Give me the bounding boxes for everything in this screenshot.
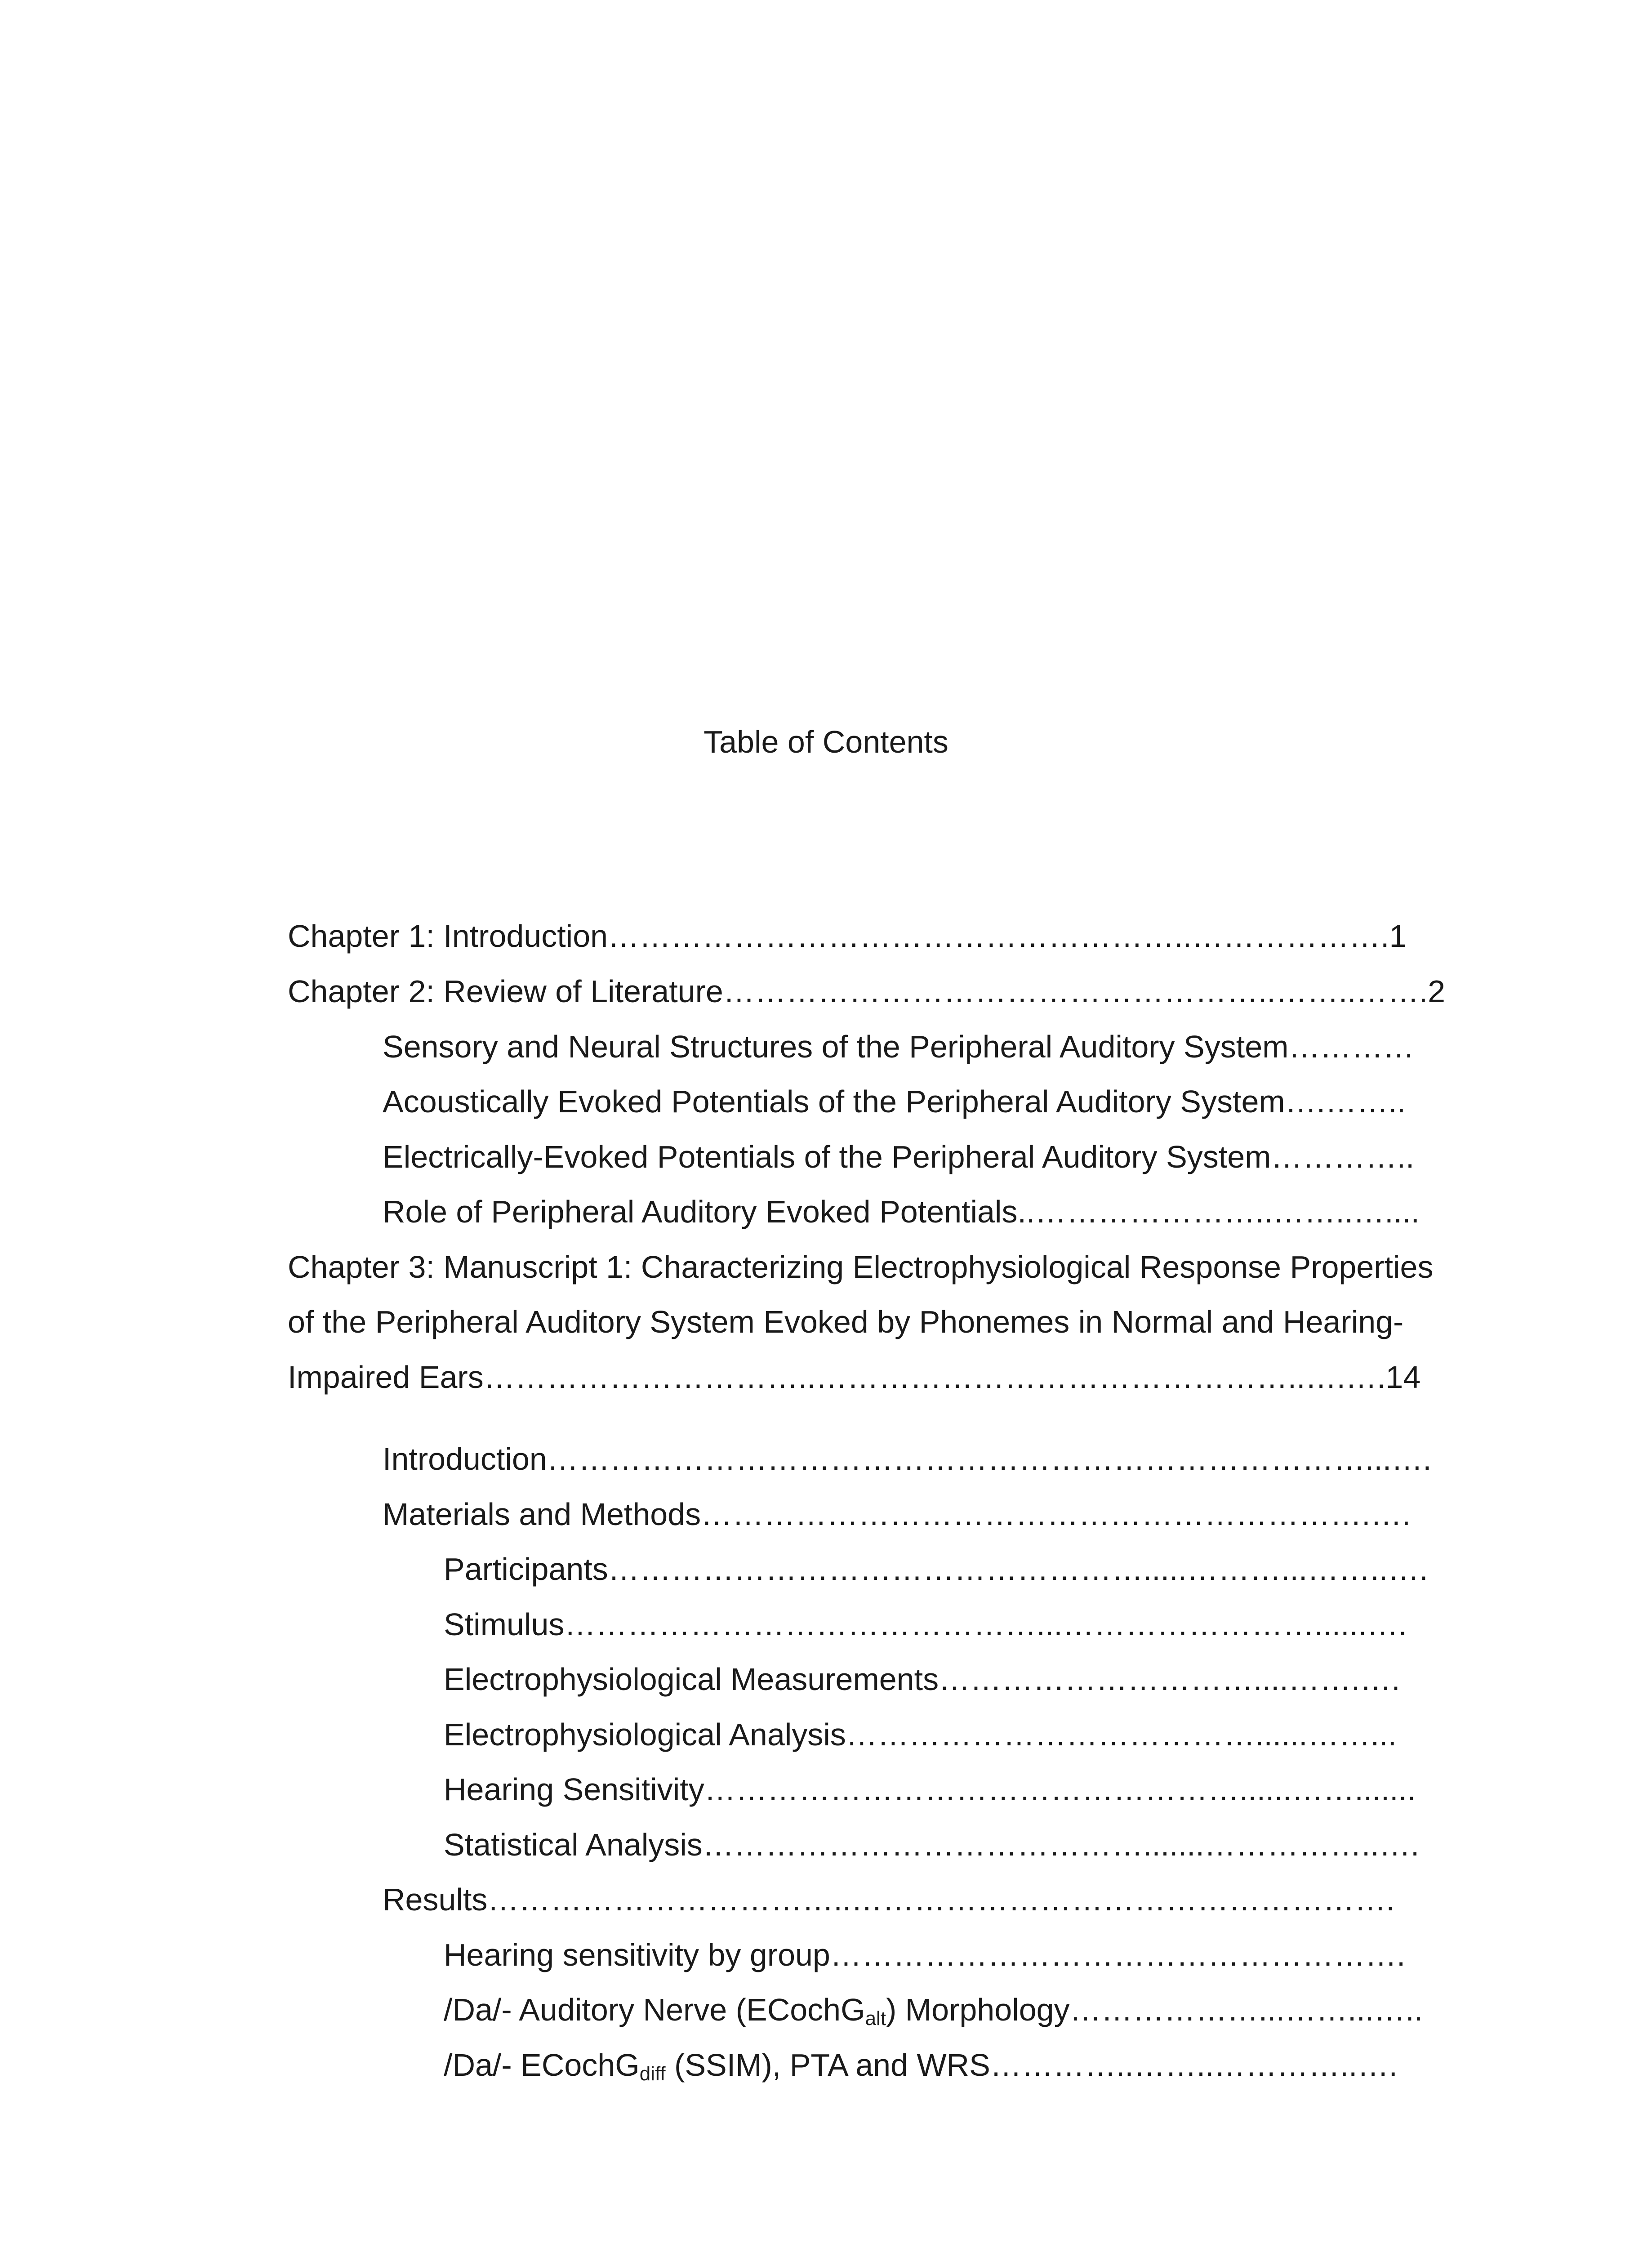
toc-entry-participants[interactable]: Participants…………………………………………….....………...……..…. — [444, 1552, 1428, 1587]
toc-entry-statistical-analysis[interactable]: Statistical Analysis…………………………………….......……………..…. — [444, 1827, 1420, 1862]
toc-entry-materials-methods[interactable]: Materials and Methods……………………………………………………….…. — [383, 1497, 1411, 1532]
toc-entry-role-of-evoked-potentials[interactable]: Role of Peripheral Auditory Evoked Potentials..…………………..……..….... — [383, 1194, 1420, 1229]
toc-entry-acoustically-evoked[interactable]: Acoustically Evoked Potentials of the Peripheral Auditory System….…….. — [383, 1084, 1406, 1119]
toc-entry-da-ecochg-ssim-pta-wrs[interactable] — [444, 2043, 1398, 2087]
subscript-text: diff — [639, 2063, 666, 2085]
toc-entry-chapter-3-line-3[interactable]: Impaired Ears…………………………..………………………………………..….….14 — [288, 1360, 1421, 1395]
toc-entry-text-part: ) Morphology………………...……...….. — [886, 1992, 1423, 2027]
toc-title: Table of Contents — [704, 724, 948, 759]
toc-entry-hearing-sensitivity[interactable]: Hearing Sensitivity……………………………………………......……....... — [444, 1772, 1416, 1807]
toc-entry-text-part: /Da/- ECochG — [444, 2047, 640, 2083]
toc-entry-sensory-neural-structures[interactable]: Sensory and Neural Structures of the Peripheral Auditory System………… — [383, 1029, 1415, 1064]
toc-entry-chapter-3-line-1[interactable]: Chapter 3: Manuscript 1: Characterizing Electrophysiological Response Properties — [288, 1249, 1434, 1285]
toc-entry-da-auditory-nerve-morphology[interactable] — [444, 1987, 1423, 2032]
toc-entry-chapter-2[interactable]: Chapter 2: Review of Literature……………………………………………..……..…….2 — [288, 974, 1445, 1009]
toc-entry-stimulus[interactable]: Stimulus………………………………………...……………………......…. — [444, 1607, 1407, 1642]
toc-entry-electrically-evoked[interactable]: Electrically-Evoked Potentials of the Peripheral Auditory System………….. — [383, 1139, 1415, 1174]
toc-entry-hearing-sensitivity-by-group[interactable]: Hearing sensitivity by group………………………………………………. — [444, 1937, 1406, 1972]
toc-entry-electrophysiological-analysis[interactable]: Electrophysiological Analysis…………………………………......……... — [444, 1717, 1397, 1752]
toc-entry-chapter-3-line-2[interactable]: of the Peripheral Auditory System Evoked by Phonemes in Normal and Hearing- — [288, 1304, 1404, 1339]
toc-entry-electrophysiological-measurements[interactable]: Electrophysiological Measurements…………………………....…….…. — [444, 1662, 1400, 1697]
subscript-text: alt — [865, 2007, 886, 2029]
toc-entry-results[interactable]: Results……………………………..……………………………………………. — [383, 1882, 1395, 1917]
toc-entry-chapter-1[interactable]: Chapter 1: Introduction………………………………………………..……………….1 — [288, 919, 1407, 954]
toc-entry-text-part: /Da/- Auditory Nerve (ECochG — [444, 1992, 865, 2027]
toc-entry-introduction[interactable]: Introduction……………………………………………………………………...…. — [383, 1441, 1432, 1476]
toc-entry-text-part: (SSIM), PTA and WRS…………..……..…………..…. — [665, 2047, 1398, 2083]
